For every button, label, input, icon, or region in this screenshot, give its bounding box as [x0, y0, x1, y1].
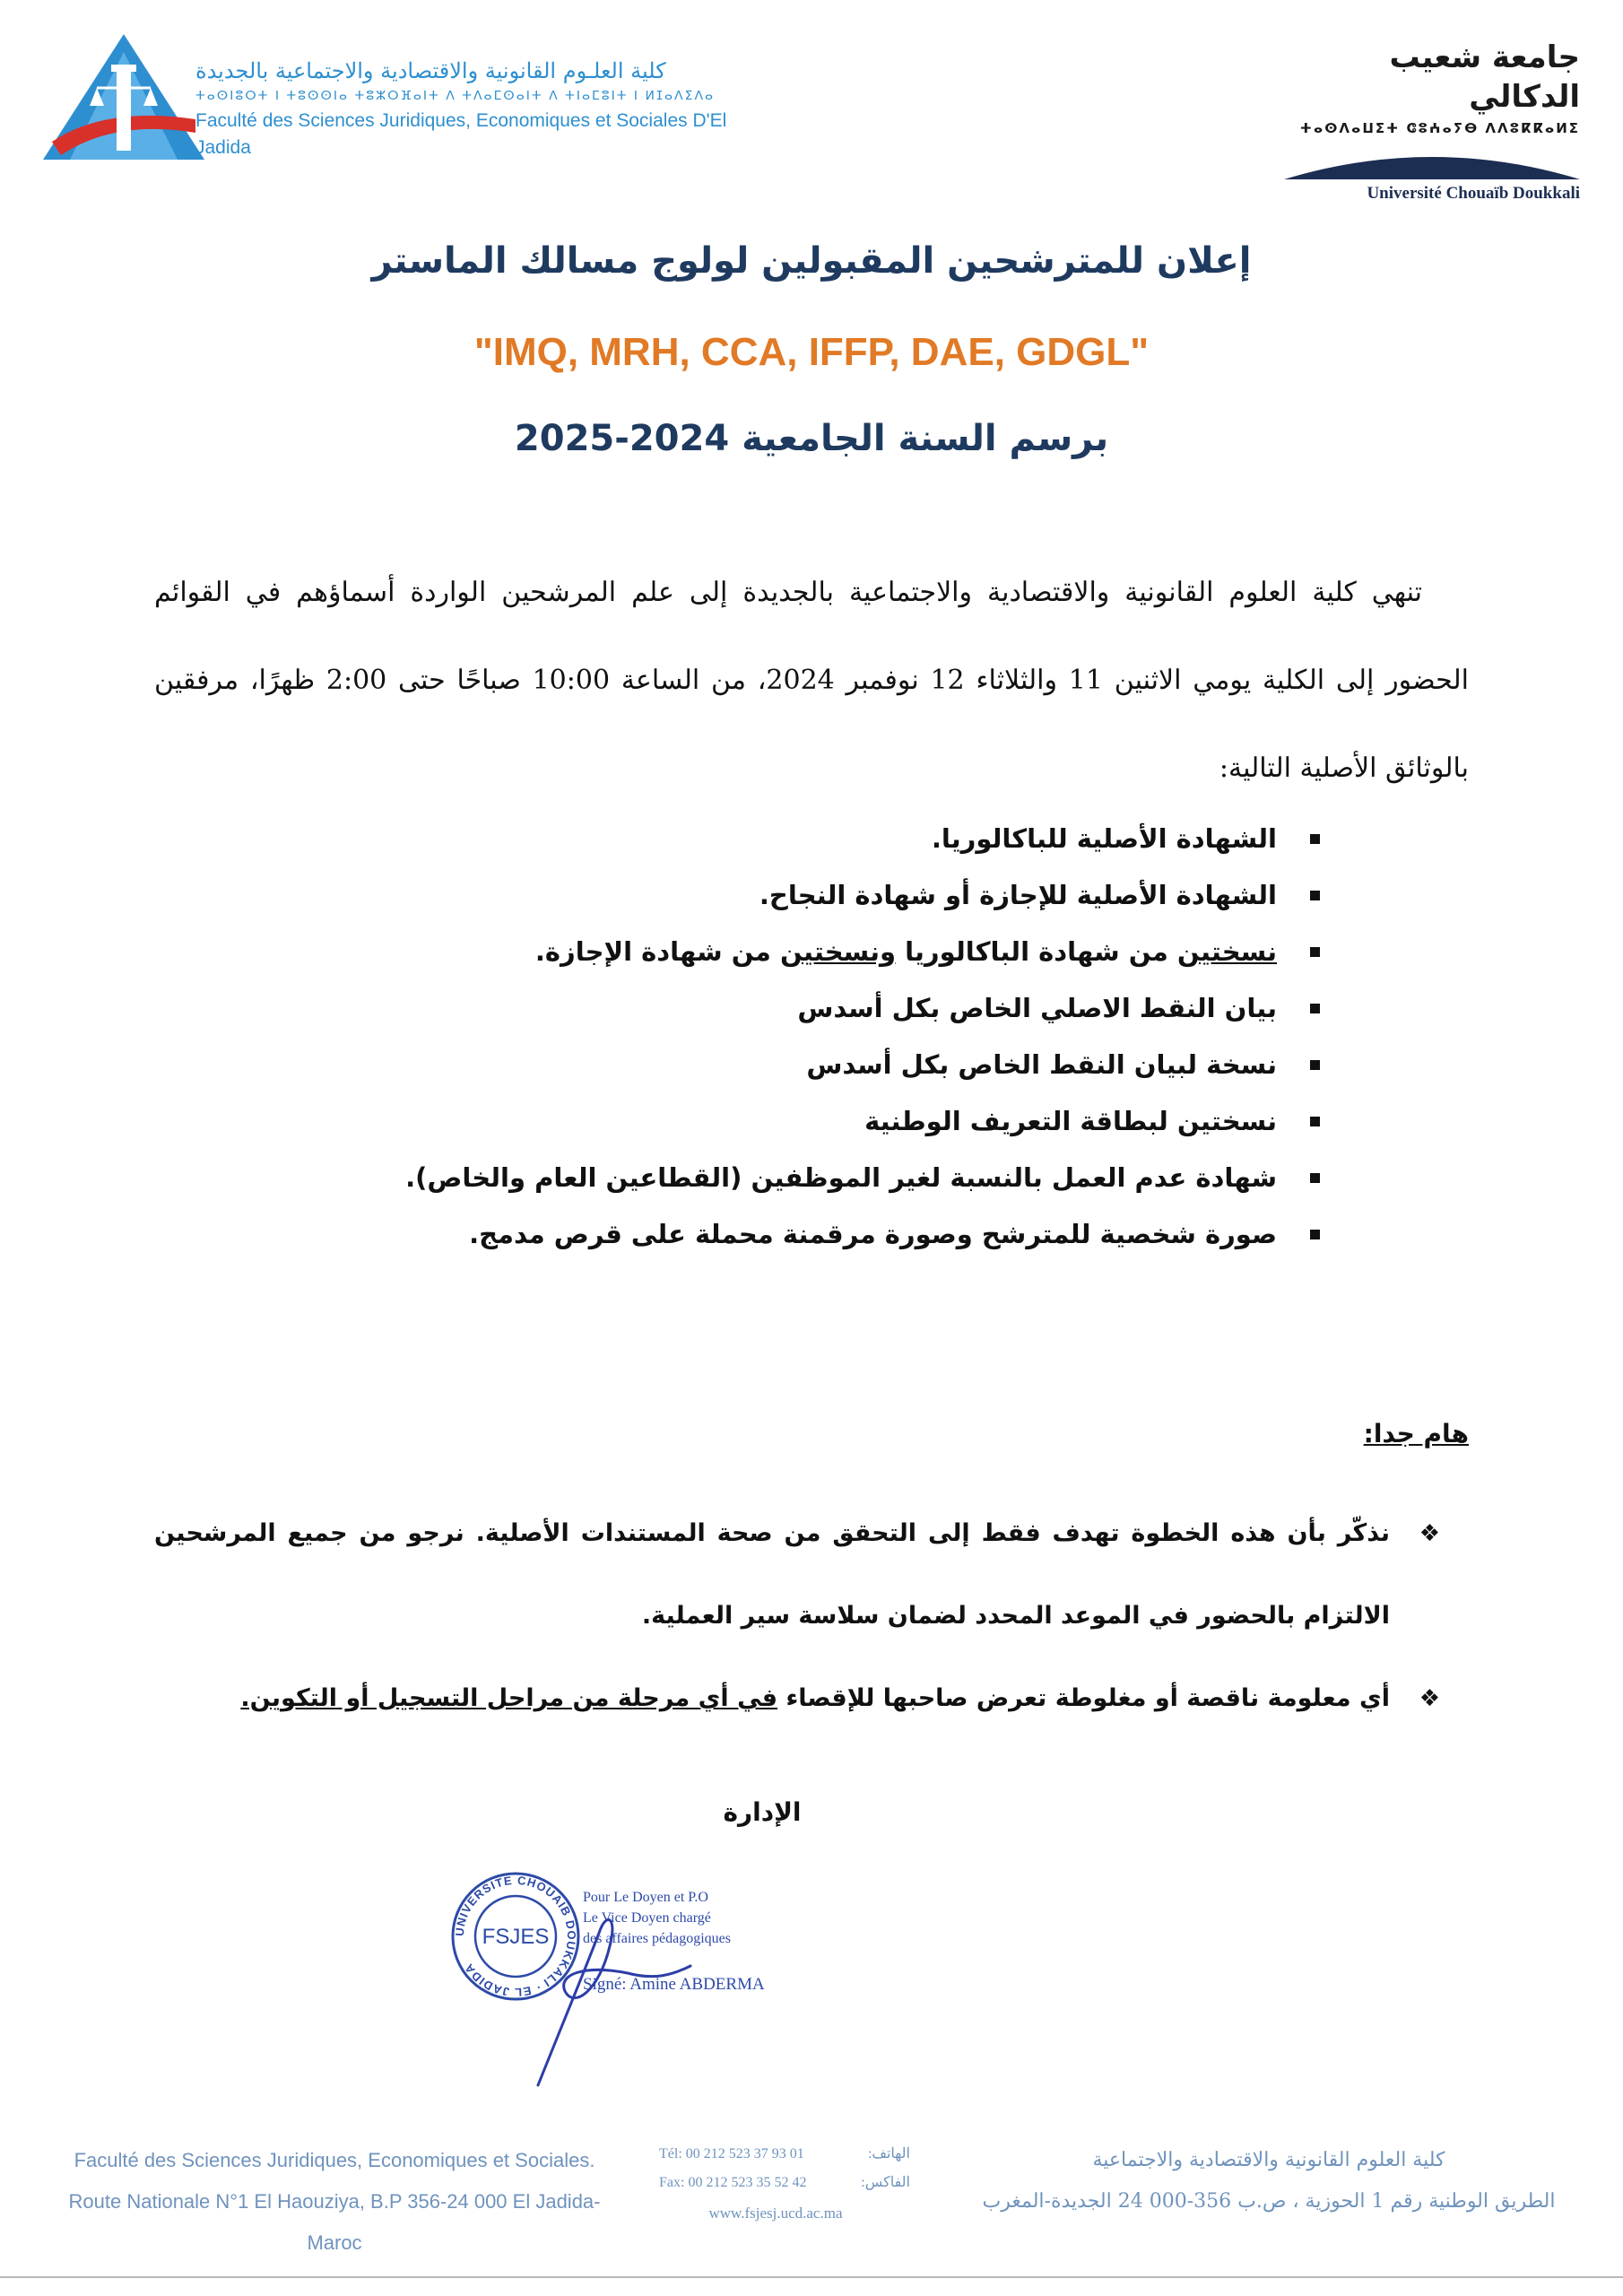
- fax-label-arabic: الفاكس:: [861, 2175, 910, 2190]
- signatory-line: Pour Le Doyen et P.O: [583, 1890, 708, 1905]
- square-bullet-icon: [1310, 1117, 1320, 1126]
- fax-number: 00 212 523 35 52 42: [688, 2175, 807, 2190]
- announcement-title: إعلان للمترشحين المقبولين لولوج مسالك الماستر: [371, 240, 1252, 282]
- document-item: [334, 1150, 1320, 1206]
- document-text: نسختين لبطاقة التعريف الوطنية: [864, 1106, 1277, 1136]
- important-label: هام جدا:: [1363, 1419, 1469, 1448]
- faculty-name-tifinagh: ⵜⴰⵙⵏⵓⵔⵜ ⵏ ⵜⵓⵙⵙⵏⴰ ⵜⵓⵣⵔⴼⴰⵏⵜ ⴷ ⵜⴷⴰⵎⵙⴰⵏⵜ ⴷ ⵜⵏⴰⵎⵓⵏⵜ ⵏ ⵍⵊⴰⴷⵉⴷⴰ: [195, 89, 716, 103]
- footer-contact: [659, 2140, 928, 2228]
- document-text: شهادة عدم العمل بالنسبة لغير الموظفين (القطاعين العام والخاص).: [405, 1162, 1277, 1193]
- intro-paragraph: تنهي كلية العلوم القانونية والاقتصادية والاجتماعية بالجديدة إلى علم المرشحين الواردة أسماؤهم في القوائم الحضور إلى الكلية يومي الاثنين 11 والثلاثاء 12 نوفمبر 2024، من الساعة 10:00 صباحًا حتى 2:00 ظهرًا، مرفقين بالوثائق الأصلية التالية:: [154, 577, 1469, 784]
- note-text: أي معلومة ناقصة أو مغلوطة تعرض صاحبها للإقصاء: [777, 1684, 1390, 1712]
- footer-address-arabic: [959, 2140, 1578, 2222]
- important-note: [154, 1657, 1469, 1740]
- document-text: صورة شخصية للمترشح وصورة مرقمنة محملة على قرص مدمج.: [469, 1219, 1277, 1249]
- document-text: من شهادة الباكالوريا: [896, 936, 1177, 967]
- square-bullet-icon: [1310, 947, 1320, 957]
- university-name-tifinagh: ⵜⴰⵙⴷⴰⵡⵉⵜ ⵛⵓⵄⴰⵢⴱ ⴷⴷⵓⴽⴽⴰⵍⵉ: [1299, 120, 1580, 136]
- important-note: [154, 1492, 1469, 1657]
- footer-fax-row: [659, 2169, 919, 2197]
- document-text: نسخة لبيان النقط الخاص بكل أسدس: [806, 1049, 1277, 1080]
- footer-faculty-french: Faculté des Sciences Juridiques, Economiques et Sociales.: [74, 2149, 595, 2171]
- faculty-logo: [43, 34, 204, 160]
- document-item: [334, 1093, 1320, 1150]
- required-documents-list: [334, 811, 1320, 1263]
- footer-route-arabic: الطريق الوطنية رقم 1 الحوزية ، ص.ب 356-000 24 الجديدة-المغرب: [982, 2190, 1556, 2213]
- footer-phone-row: [659, 2140, 919, 2169]
- signatory-line: des affaires pédagogiques: [583, 1931, 731, 1946]
- document-text-underlined: نسختين: [1176, 936, 1277, 967]
- university-logo-block: [1284, 38, 1580, 204]
- administration-label: الإدارة: [723, 1797, 802, 1827]
- footer-website-link[interactable]: www.fsjesj.ucd.ac.ma: [708, 2205, 843, 2222]
- note-text: نذكّر بأن هذه الخطوة تهدف فقط إلى التحقق من صحة المستندات الأصلية. نرجو من جميع المرشحين الالتزام بالحضور في الموعد المحدد لضمان سلاسة سير العملية.: [154, 1519, 1390, 1630]
- square-bullet-icon: [1310, 1060, 1320, 1070]
- document-item: [334, 811, 1320, 867]
- signatory-line: Le Vice Doyen chargé: [583, 1910, 711, 1926]
- document-item: [334, 924, 1320, 980]
- academic-year-title: برسم السنة الجامعية 2024-2025: [514, 418, 1109, 459]
- stamp-center-text: FSJES: [482, 1925, 550, 1949]
- phone-number: 00 212 523 37 93 01: [685, 2146, 804, 2161]
- footer-faculty-arabic: كلية العلوم القانونية والاقتصادية والاجتماعية: [1092, 2149, 1445, 2171]
- square-bullet-icon: [1310, 1173, 1320, 1183]
- footer-address-french: [43, 2140, 626, 2264]
- document-item: [334, 1037, 1320, 1093]
- master-programs-codes: "IMQ, MRH, CCA, IFFP, DAE, GDGL": [473, 330, 1150, 374]
- document-text: الشهادة الأصلية للباكالوريا.: [931, 823, 1277, 854]
- document-text: بيان النقط الاصلي الخاص بكل أسدس: [797, 993, 1277, 1023]
- square-bullet-icon: [1310, 1230, 1320, 1239]
- square-bullet-icon: [1310, 1004, 1320, 1013]
- document-item: [334, 1206, 1320, 1263]
- university-name-arabic: جامعة شعيب الدكالي: [1389, 39, 1580, 115]
- university-name-french: Université Chouaïb Doukkali: [1367, 184, 1580, 203]
- signatory-name: Signé: Amine ABDERMA: [583, 1975, 765, 1994]
- document-item: [334, 980, 1320, 1037]
- document-text-underlined: ونسختين: [779, 936, 897, 967]
- square-bullet-icon: [1310, 834, 1320, 844]
- faculty-name-french: Faculté des Sciences Juridiques, Economiques et Sociales D'El Jadida: [195, 110, 727, 158]
- document-item: [334, 867, 1320, 924]
- footer-route-french: Route Nationale N°1 El Haouziya, B.P 356-24 000 El Jadida-Maroc: [68, 2190, 601, 2254]
- fax-label: Fax:: [659, 2175, 685, 2190]
- document-text: الشهادة الأصلية للإجازة أو شهادة النجاح.: [759, 880, 1277, 910]
- page-bottom-border: [0, 2276, 1623, 2278]
- university-logo-swoosh: [1284, 144, 1580, 179]
- phone-label-arabic: الهاتف:: [867, 2146, 910, 2161]
- diamond-bullet-icon: ❖: [1419, 1685, 1440, 1712]
- phone-label: Tél:: [659, 2146, 682, 2161]
- note-text-underlined: في أي مرحلة من مراحل التسجيل أو التكوين.: [240, 1684, 778, 1712]
- square-bullet-icon: [1310, 891, 1320, 900]
- stamp-ring-text: UNIVERSITE CHOUAIB DOUKKALI · EL JADIDA: [452, 1873, 579, 2000]
- faculty-name-arabic: كلية العلـوم القانونية والاقتصادية والاجتماعية بالجديدة: [195, 58, 666, 83]
- diamond-bullet-icon: ❖: [1419, 1520, 1440, 1547]
- important-notes-list: [154, 1492, 1469, 1740]
- document-text: من شهادة الإجازة.: [534, 936, 780, 967]
- handwritten-signature: [502, 1910, 771, 2090]
- faculty-name-block: [195, 57, 733, 161]
